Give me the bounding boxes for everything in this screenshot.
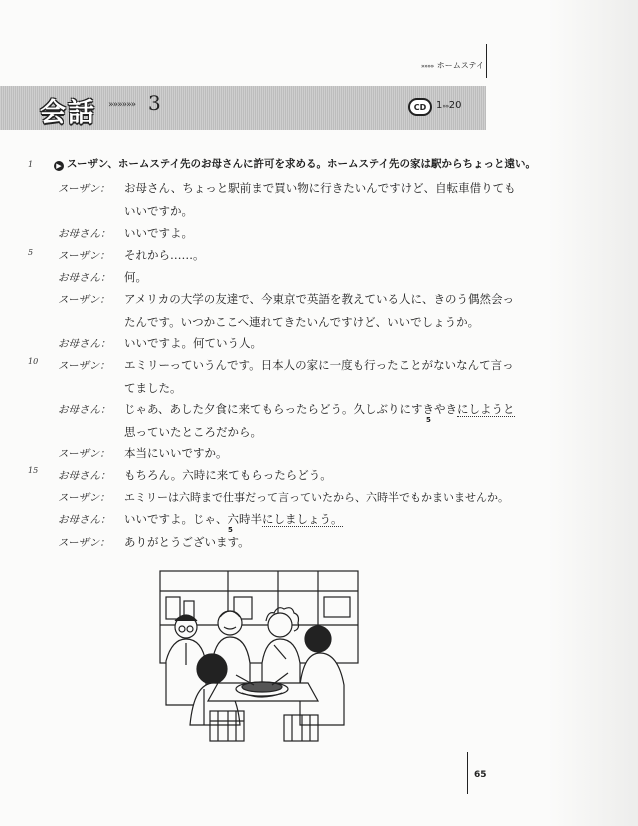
speaker-label: スーザン： (58, 537, 110, 549)
speaker-label: お母さん： (58, 272, 111, 284)
dialogue-line (124, 511, 494, 527)
line-number: 1 (28, 160, 34, 169)
scene-text: スーザン、ホームステイ先のお母さんに許可を求める。ホームステイ先の家は駅からちょっと遠い。 (67, 158, 537, 170)
speaker-label: お母さん： (58, 228, 111, 240)
dialogue-line: アメリカの大学の友達で、今東京で英語を教えている人に、きのう偶然会っ (124, 292, 514, 306)
speaker-label: スーザン： (58, 294, 110, 306)
line-number: 15 (28, 466, 39, 475)
cd-track-disc: 1 (436, 100, 443, 111)
dialogue-line: お母さん、ちょっと駅前まで買い物に行きたいんですけど、自転車借りても (124, 181, 516, 195)
line-number: 10 (28, 357, 39, 366)
dialogue-line: たんです。いつかここへ連れてきたいんですけど、いいでしょうか。 (124, 315, 480, 329)
cd-track-arrows: »» (442, 103, 449, 110)
banner-title: 会話 (40, 98, 97, 128)
speaker-label: お母さん： (58, 470, 111, 482)
speaker-label: スーザン： (58, 183, 110, 195)
dialogue-line (124, 401, 515, 417)
dialogue-line: それから……。 (124, 248, 205, 262)
section-arrows: »»»» (421, 63, 434, 70)
grammar-note-marker: 5 (228, 526, 233, 534)
dialogue-line: 本当にいいですか。 (124, 446, 228, 460)
speaker-label: お母さん： (58, 338, 111, 350)
dinner-scene-illustration (158, 565, 360, 743)
speaker-label: お母さん： (58, 404, 111, 416)
header-divider (486, 44, 487, 78)
page-number: 65 (474, 770, 487, 780)
cd-track (436, 100, 461, 111)
dialogue-line: ありがとうございます。 (124, 535, 250, 549)
dialogue-text: いいですよ。じゃ、六時半 (124, 512, 262, 526)
dialogue-line: もちろん。六時に来てもらったらどう。 (124, 468, 332, 482)
speaker-label: スーザン： (58, 492, 110, 504)
dialogue-text: じゃあ、あした夕食に来てもらったらどう。久しぶりにすきやき (124, 402, 458, 416)
section-header (380, 60, 484, 71)
scene-description (54, 156, 536, 171)
dialogue-line: エミリーは六時まで仕事だって言っていたから、六時半でもかまいませんか。 (124, 491, 509, 504)
page-edge-shadow (548, 0, 638, 826)
speaker-label: スーザン： (58, 250, 110, 262)
dialogue-line: てました。 (124, 381, 182, 395)
footer-divider (467, 752, 468, 794)
speaker-label: お母さん： (58, 514, 111, 526)
underlined-phrase: にしようと (457, 402, 515, 416)
grammar-note-marker: 5 (426, 416, 431, 424)
dialogue-line: 思っていたところだから。 (124, 425, 262, 439)
speaker-label: スーザン： (58, 448, 110, 460)
dialogue-line: いいですか。 (124, 204, 193, 218)
section-title: ホームステイ (436, 61, 484, 70)
play-marker-icon: ▶ (54, 161, 64, 171)
banner-arrows: »»»»»» (108, 100, 136, 110)
conversation-number: 3 (148, 91, 161, 115)
dialogue-line: いいですよ。 (124, 226, 193, 240)
dialogue-line: 何。 (124, 270, 147, 284)
cd-label: CD (413, 102, 427, 112)
speaker-label: スーザン： (58, 360, 110, 372)
dialogue-line: エミリーっていうんです。日本人の家に一度も行ったことがないなんて言っ (124, 358, 514, 372)
underlined-phrase: にしましょう。 (262, 512, 343, 526)
cd-icon (408, 98, 432, 116)
line-number: 5 (28, 248, 34, 257)
cd-track-number: 20 (448, 100, 462, 111)
dialogue-line: いいですよ。何ていう人。 (124, 336, 262, 350)
